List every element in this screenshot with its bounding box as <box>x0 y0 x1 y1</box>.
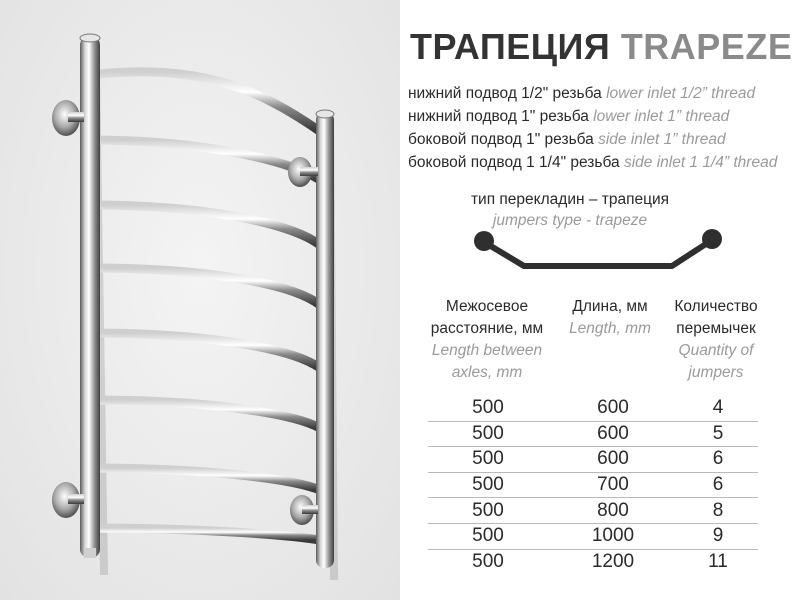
table-row <box>428 447 758 473</box>
jumpers-type-en: jumpers type - trapeze <box>492 212 648 229</box>
inlet-en: side inlet 1” thread <box>598 131 726 148</box>
header-en: Quantity of jumpers <box>678 342 754 381</box>
product-title <box>410 26 792 68</box>
cell-jumpers: 6 <box>712 448 724 470</box>
jumpers-type-ru: тип перекладин – трапеция <box>470 191 670 208</box>
inlet-ru: нижний подвод 1" резьба <box>408 108 589 125</box>
table-row <box>428 422 758 448</box>
inlet-en: lower inlet 1/2” thread <box>606 85 756 102</box>
cell-length: 600 <box>597 422 629 444</box>
cell-axle-distance: 500 <box>472 422 504 444</box>
cell-jumpers: 8 <box>712 499 724 521</box>
cell-length: 700 <box>597 474 629 496</box>
spec-table <box>428 396 758 574</box>
cell-axle-distance: 500 <box>472 550 504 572</box>
header-ru: Длина, мм <box>572 298 648 315</box>
table-row <box>428 550 758 575</box>
header-ru: Количество перемычек <box>674 298 758 337</box>
inlet-option <box>408 82 800 105</box>
cell-jumpers: 9 <box>712 525 724 547</box>
cell-axle-distance: 500 <box>472 525 504 547</box>
inlet-en: side inlet 1 1/4” thread <box>623 154 778 171</box>
inlet-ru: нижний подвод 1/2" резьба <box>408 85 602 102</box>
inlet-option <box>408 151 800 174</box>
cell-jumpers: 11 <box>708 550 728 572</box>
inlet-option <box>408 105 800 128</box>
title-en: TRAPEZE <box>620 26 793 67</box>
cell-length: 600 <box>597 397 629 419</box>
header-ru: Межосевое расстояние, мм <box>430 298 544 337</box>
header-en: Length, mm <box>569 320 651 337</box>
table-row <box>428 524 758 550</box>
title-ru: ТРАПЕЦИЯ <box>410 26 611 67</box>
trapeze-jumper-icon <box>470 226 730 276</box>
cell-length: 600 <box>597 448 629 470</box>
table-row <box>428 396 758 422</box>
inlet-ru: боковой подвод 1 1/4" резьба <box>408 154 620 171</box>
cell-axle-distance: 500 <box>472 397 504 419</box>
cell-length: 1000 <box>591 525 635 547</box>
inlet-option <box>408 128 800 151</box>
column-header-length <box>560 296 660 340</box>
cell-length: 800 <box>597 499 629 521</box>
column-header-axle-distance <box>420 296 554 384</box>
cell-length: 1200 <box>591 550 635 572</box>
cell-axle-distance: 500 <box>472 474 504 496</box>
cell-axle-distance: 500 <box>472 499 504 521</box>
table-row <box>428 473 758 499</box>
cell-jumpers: 4 <box>712 397 724 419</box>
header-en: Length between axles, mm <box>431 342 543 381</box>
cell-jumpers: 5 <box>712 422 724 444</box>
inlet-options <box>408 82 800 174</box>
cell-axle-distance: 500 <box>472 448 504 470</box>
inlet-ru: боковой подвод 1" резьба <box>408 131 594 148</box>
inlet-en: lower inlet 1” thread <box>593 108 730 125</box>
table-row <box>428 498 758 524</box>
column-header-jumpers <box>664 296 768 384</box>
cell-jumpers: 6 <box>712 474 724 496</box>
